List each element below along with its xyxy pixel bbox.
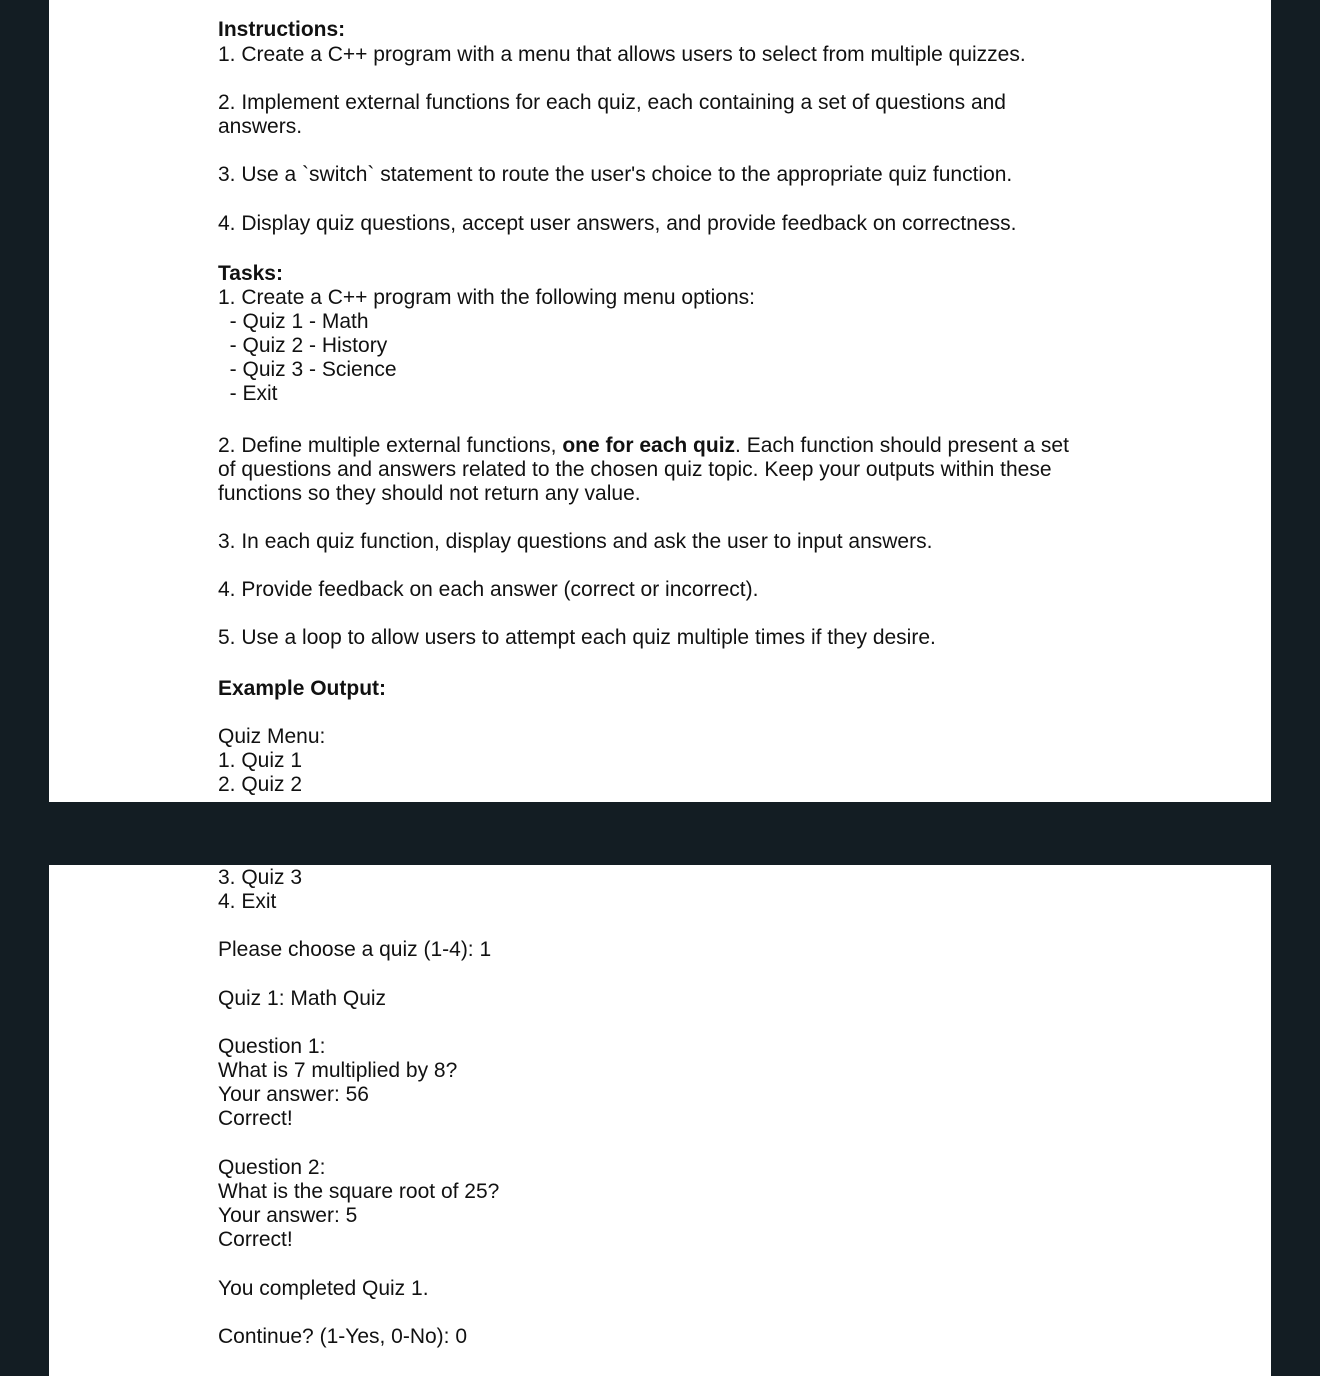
output-question-1-text: What is 7 multiplied by 8? bbox=[218, 1059, 458, 1082]
task-2-text-end: . Each function should present a set bbox=[735, 434, 1069, 457]
task-item-2 bbox=[218, 434, 1148, 458]
instruction-item-2-continued: answers. bbox=[218, 115, 303, 138]
example-output-heading: Example Output: bbox=[218, 677, 387, 700]
output-question-2-text: What is the square root of 25? bbox=[218, 1180, 500, 1203]
task-item-4: 4. Provide feedback on each answer (correct or incorrect). bbox=[218, 578, 759, 601]
output-question-2-label: Question 2: bbox=[218, 1156, 326, 1179]
output-answer-1: Your answer: 56 bbox=[218, 1083, 369, 1106]
menu-option-science: - Quiz 3 - Science bbox=[218, 358, 397, 381]
instruction-item-2: 2. Implement external functions for each quiz, each containing a set of questions and bbox=[218, 91, 1006, 114]
output-feedback-1: Correct! bbox=[218, 1107, 293, 1130]
instruction-item-4: 4. Display quiz questions, accept user answers, and provide feedback on correctness. bbox=[218, 212, 1017, 235]
output-question-1-label: Question 1: bbox=[218, 1035, 326, 1058]
instructions-heading: Instructions: bbox=[218, 18, 346, 41]
instruction-item-3: 3. Use a `switch` statement to route the user's choice to the appropriate quiz function. bbox=[218, 163, 1013, 186]
output-continue-prompt: Continue? (1-Yes, 0-No): 0 bbox=[218, 1325, 468, 1348]
output-quiz-title: Quiz 1: Math Quiz bbox=[218, 987, 387, 1010]
output-menu-quiz-1: 1. Quiz 1 bbox=[218, 749, 303, 772]
output-answer-2: Your answer: 5 bbox=[218, 1204, 358, 1227]
task-item-3: 3. In each quiz function, display questions and ask the user to input answers. bbox=[218, 530, 933, 553]
menu-option-history: - Quiz 2 - History bbox=[218, 334, 388, 357]
output-menu-quiz-3: 3. Quiz 3 bbox=[218, 866, 303, 889]
instruction-item-1: 1. Create a C++ program with a menu that allows users to select from multiple quizzes. bbox=[218, 43, 1026, 66]
output-feedback-2: Correct! bbox=[218, 1228, 293, 1251]
task-item-1: 1. Create a C++ program with the following menu options: bbox=[218, 286, 755, 309]
tasks-heading: Tasks: bbox=[218, 262, 283, 285]
output-completion: You completed Quiz 1. bbox=[218, 1277, 429, 1300]
output-choose-prompt: Please choose a quiz (1-4): 1 bbox=[218, 938, 492, 961]
task-item-5: 5. Use a loop to allow users to attempt each quiz multiple times if they desire. bbox=[218, 626, 936, 649]
menu-option-math: - Quiz 1 - Math bbox=[218, 310, 369, 333]
menu-option-exit: - Exit bbox=[218, 382, 278, 405]
task-2-emphasis: one for each quiz bbox=[562, 434, 736, 457]
document-page-1 bbox=[49, 0, 1271, 802]
output-menu-quiz-2: 2. Quiz 2 bbox=[218, 773, 303, 796]
document-page-2 bbox=[49, 865, 1271, 1376]
task-item-2-line-3: functions so they should not return any value. bbox=[218, 482, 641, 505]
output-menu-exit: 4. Exit bbox=[218, 890, 277, 913]
task-item-2-line-2: of questions and answers related to the chosen quiz topic. Keep your outputs within these bbox=[218, 458, 1052, 481]
output-quiz-menu: Quiz Menu: bbox=[218, 725, 326, 748]
task-2-text-start: 2. Define multiple external functions, bbox=[218, 434, 563, 457]
